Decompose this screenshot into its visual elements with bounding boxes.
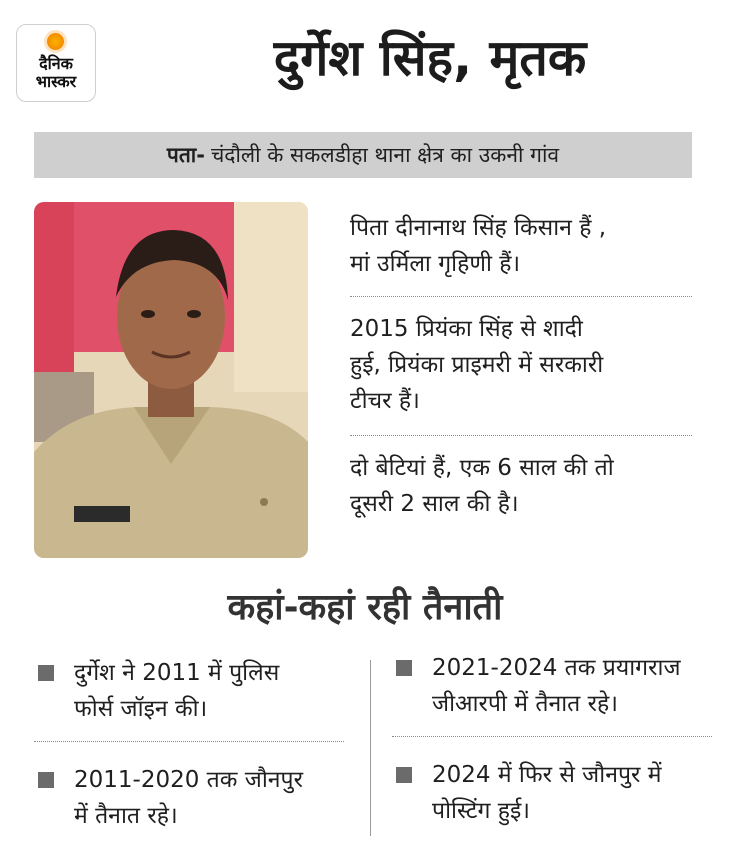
- posting-line: जीआरपी में तैनात रहे।: [432, 691, 618, 717]
- fact-line: टीचर हैं।: [350, 388, 420, 414]
- fact-line: दो बेटियां हैं, एक 6 साल की तो: [350, 455, 614, 481]
- portrait-photo: [34, 202, 308, 558]
- fact-children: [350, 436, 692, 522]
- postings-title: कहां-कहां रही तैनाती: [227, 587, 503, 628]
- posting-line: 2021-2024 तक प्रयागराज: [432, 655, 681, 681]
- fact-line: पिता दीनानाथ सिंह किसान हैं ,: [350, 215, 607, 241]
- posting-line: में तैनात रहे।: [74, 803, 178, 829]
- posting-item: [34, 742, 344, 834]
- fact-line: हुई, प्रियंका प्राइमरी में सरकारी: [350, 352, 604, 378]
- fact-line: मां उर्मिला गृहिणी हैं।: [350, 251, 521, 277]
- postings-right-column: [392, 650, 712, 829]
- address-bar: [34, 132, 692, 178]
- posting-line: पोस्टिंग हुई।: [432, 798, 531, 824]
- fact-line: 2015 प्रियंका सिंह से शादी: [350, 316, 583, 342]
- square-bullet-icon: [38, 665, 54, 681]
- dainik-bhaskar-logo: [16, 24, 96, 102]
- portrait-illustration: [34, 202, 308, 558]
- square-bullet-icon: [396, 767, 412, 783]
- page-title: दुर्गेश सिंह, मृतक: [273, 29, 587, 87]
- column-divider: [370, 660, 371, 836]
- posting-item: [392, 650, 712, 736]
- facts-list: [350, 210, 692, 522]
- posting-item: [392, 737, 712, 829]
- posting-line: फोर्स जॉइन की।: [74, 696, 208, 722]
- address-value: चंदौली के सकलडीहा थाना क्षेत्र का उकनी गांव: [210, 143, 560, 167]
- logo-line-2: भास्कर: [35, 72, 77, 91]
- fact-line: दूसरी 2 साल की है।: [350, 491, 519, 517]
- posting-line: दुर्गेश ने 2011 में पुलिस: [74, 660, 280, 686]
- square-bullet-icon: [396, 660, 412, 676]
- fact-marriage: [350, 297, 692, 435]
- posting-item: [34, 655, 344, 741]
- sun-icon: [47, 33, 64, 50]
- address-label: पता-: [166, 143, 205, 167]
- logo-line-1: दैनिक: [39, 54, 73, 73]
- fact-family: [350, 210, 692, 296]
- square-bullet-icon: [38, 772, 54, 788]
- posting-line: 2024 में फिर से जौनपुर में: [432, 762, 662, 788]
- posting-line: 2011-2020 तक जौनपुर: [74, 767, 304, 793]
- postings-left-column: [34, 655, 344, 834]
